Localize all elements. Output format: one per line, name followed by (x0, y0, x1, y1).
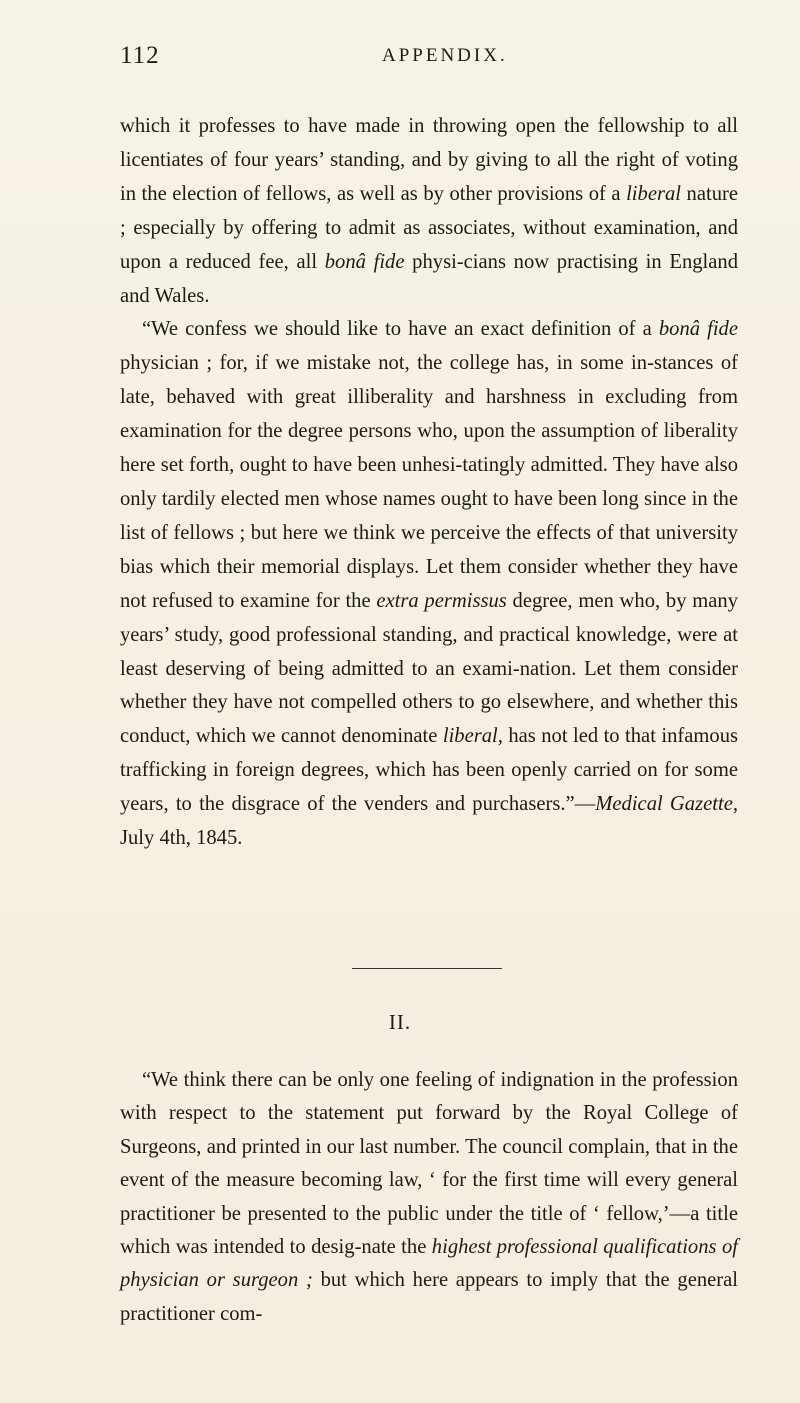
text-run: degree, men who, by many years’ study, good professional standing, and practical knowledge, were at least deserving of being admitted to an exami-nation. Let them consider whether they have not compelled others to go elsewhere, and whether this conduct, which we cannot denominate (120, 589, 738, 748)
page-number: 112 (120, 42, 160, 69)
paragraph-quotation (120, 313, 738, 856)
text-run: has not led to that infamous trafficking in foreign degrees, which has been openly carried on for some years, to the disgrace of the venders and purchasers.”— (120, 725, 739, 816)
running-head: APPENDIX. (382, 45, 508, 66)
section-one (120, 110, 738, 856)
text-run: physician ; for, if we mistake not, the college has, in some in-stances of late, behaved with great illiberality and harshness in excluding from examination for the degree persons who, upon the assumption of liberality here set forth, ought to have been unhesi-tatingly admitted. They have also only tardily elected men whose names ought to have been long since in the list of fellows ; but here we think we perceive the effects of that university bias which their memorial displays. Let them consider whether they have not refused to examine for the (120, 352, 738, 612)
text-run: physi-cians now practising in England and Wales. (120, 250, 738, 307)
page-header (120, 42, 740, 76)
text-run: which it professes to have made in throwing open the fellowship to all licentiates of four years’ standing, and by giving to all the right of voting in the election of fellows, as well as by other provisions of a (120, 115, 738, 205)
italic-run: bonâ fide (324, 250, 405, 273)
text-run: “We confess we should like to have an exact definition of a (142, 318, 659, 341)
text-run: July 4th, 1845. (120, 827, 243, 850)
text-run: but which here appears to imply that the general practitioner com- (120, 1269, 738, 1325)
section-divider (352, 968, 502, 969)
italic-run: highest professional qualifications of physician or surgeon ; (120, 1236, 738, 1292)
italic-run: bonâ fide (658, 318, 738, 341)
text-run: “We think there can be only one feeling of indignation in the profession with respect to the statement put forward by the Royal College of Surgeons, and printed in our last number. The council complain, that in the event of the measure becoming law, ‘ for the first time will every general practitioner be presented to the public under the title of ‘ fellow,’—a title which was intended to desig-nate the (120, 1069, 738, 1259)
paragraph-continuation (120, 110, 738, 313)
italic-run: liberal, (442, 725, 503, 748)
section-two (120, 1064, 738, 1331)
italic-run: extra permissus (376, 589, 507, 612)
text-run: nature ; especially by offering to admit as associates, without examination, and upon a reduced fee, all (120, 182, 738, 273)
italic-source: Medical Gazette, (595, 793, 738, 816)
paragraph-quotation-two (120, 1064, 738, 1331)
section-numeral: II. (388, 1010, 412, 1034)
italic-run: liberal (626, 182, 681, 205)
